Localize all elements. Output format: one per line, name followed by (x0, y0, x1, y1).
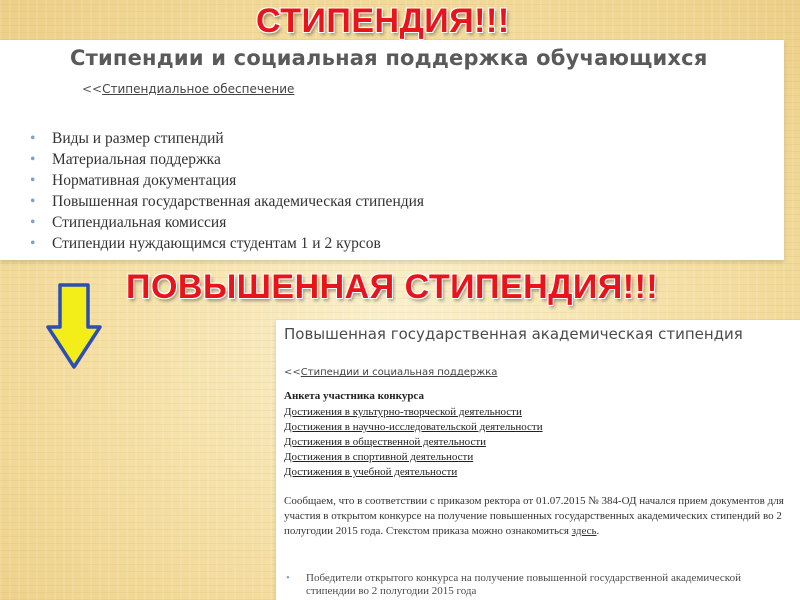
link-cultural-achievements[interactable]: Достижения в культурно-творческой деятельности (284, 406, 522, 418)
link-social-achievements[interactable]: Достижения в общественной деятельности (284, 436, 487, 448)
link-research-achievements[interactable]: Достижения в научно-исследовательской деятельности (284, 421, 543, 433)
page-title: Стипендии и социальная поддержка обучающихся (70, 46, 708, 70)
menu-item-label: Повышенная государственная академическая стипендия (52, 193, 425, 210)
breadcrumb (284, 367, 497, 378)
headline-stipend: СТИПЕНДИЯ!!! (256, 2, 510, 40)
menu-item-regulations[interactable] (30, 170, 424, 191)
bullet-icon: • (30, 151, 36, 168)
menu-item-label: Стипендии нуждающимся студентам 1 и 2 курсов (52, 235, 381, 252)
menu-item-increased-academic-stipend[interactable] (30, 191, 424, 212)
breadcrumb (82, 82, 294, 96)
list-item (284, 420, 543, 435)
screenshot-scholarships-page (0, 40, 784, 260)
list-item (284, 465, 543, 480)
announcement-text (284, 494, 784, 539)
winners-label: Победители открытого конкурса на получение повышенной государственной академической стипендии во 2 полугодии 2015 года (306, 572, 741, 597)
order-link-here[interactable]: здесь (571, 525, 597, 537)
list-item (284, 435, 543, 450)
link-academic-achievements[interactable]: Достижения в учебной деятельности (284, 466, 458, 478)
announcement-body: Сообщаем, что в соответствии с приказом ректора от 01.07.2015 № 384-ОД начался прием документов для участия в открытом конкурсе на получение повышенных государственных академических стипендий во 2 полугодии 2015 года. Стекстом приказа можно ознакомиться (284, 495, 784, 537)
bullet-icon: • (30, 130, 36, 147)
down-arrow-icon (46, 283, 102, 369)
breadcrumb-link-scholarships[interactable]: Стипендии и социальная поддержка (300, 367, 498, 378)
menu-item-label: Виды и размер стипендий (52, 130, 224, 147)
bullet-icon: • (30, 235, 36, 252)
menu-item-label: Материальная поддержка (52, 151, 221, 168)
scholarship-menu (30, 128, 424, 254)
page-title: Повышенная государственная академическая стипендия (284, 325, 743, 343)
list-item (284, 450, 543, 465)
breadcrumb-prefix: << (284, 367, 301, 378)
achievement-links (284, 405, 543, 480)
headline-increased-stipend: ПОВЫШЕННАЯ СТИПЕНДИЯ!!! (126, 268, 659, 306)
link-sports-achievements[interactable]: Достижения в спортивной деятельности (284, 451, 474, 463)
breadcrumb-prefix: << (82, 82, 103, 96)
form-title: Анкета участника конкурса (284, 390, 424, 402)
screenshot-increased-stipend-page (276, 320, 800, 600)
winners-item[interactable] (286, 572, 791, 598)
menu-item-label: Стипендиальная комиссия (52, 214, 227, 231)
breadcrumb-link-stipend-provision[interactable]: Стипендиальное обеспечение (102, 82, 295, 96)
list-item (284, 405, 543, 420)
menu-item-needy-students[interactable] (30, 233, 424, 254)
announcement-end: . (596, 525, 600, 537)
bullet-icon: • (286, 572, 290, 584)
bullet-icon: • (30, 172, 36, 189)
menu-item-label: Нормативная документация (52, 172, 237, 189)
bullet-icon: • (30, 214, 36, 231)
bullet-icon: • (30, 193, 36, 210)
menu-item-material-support[interactable] (30, 149, 424, 170)
winners-list (286, 572, 791, 598)
menu-item-stipend-commission[interactable] (30, 212, 424, 233)
menu-item-types-and-size[interactable] (30, 128, 424, 149)
